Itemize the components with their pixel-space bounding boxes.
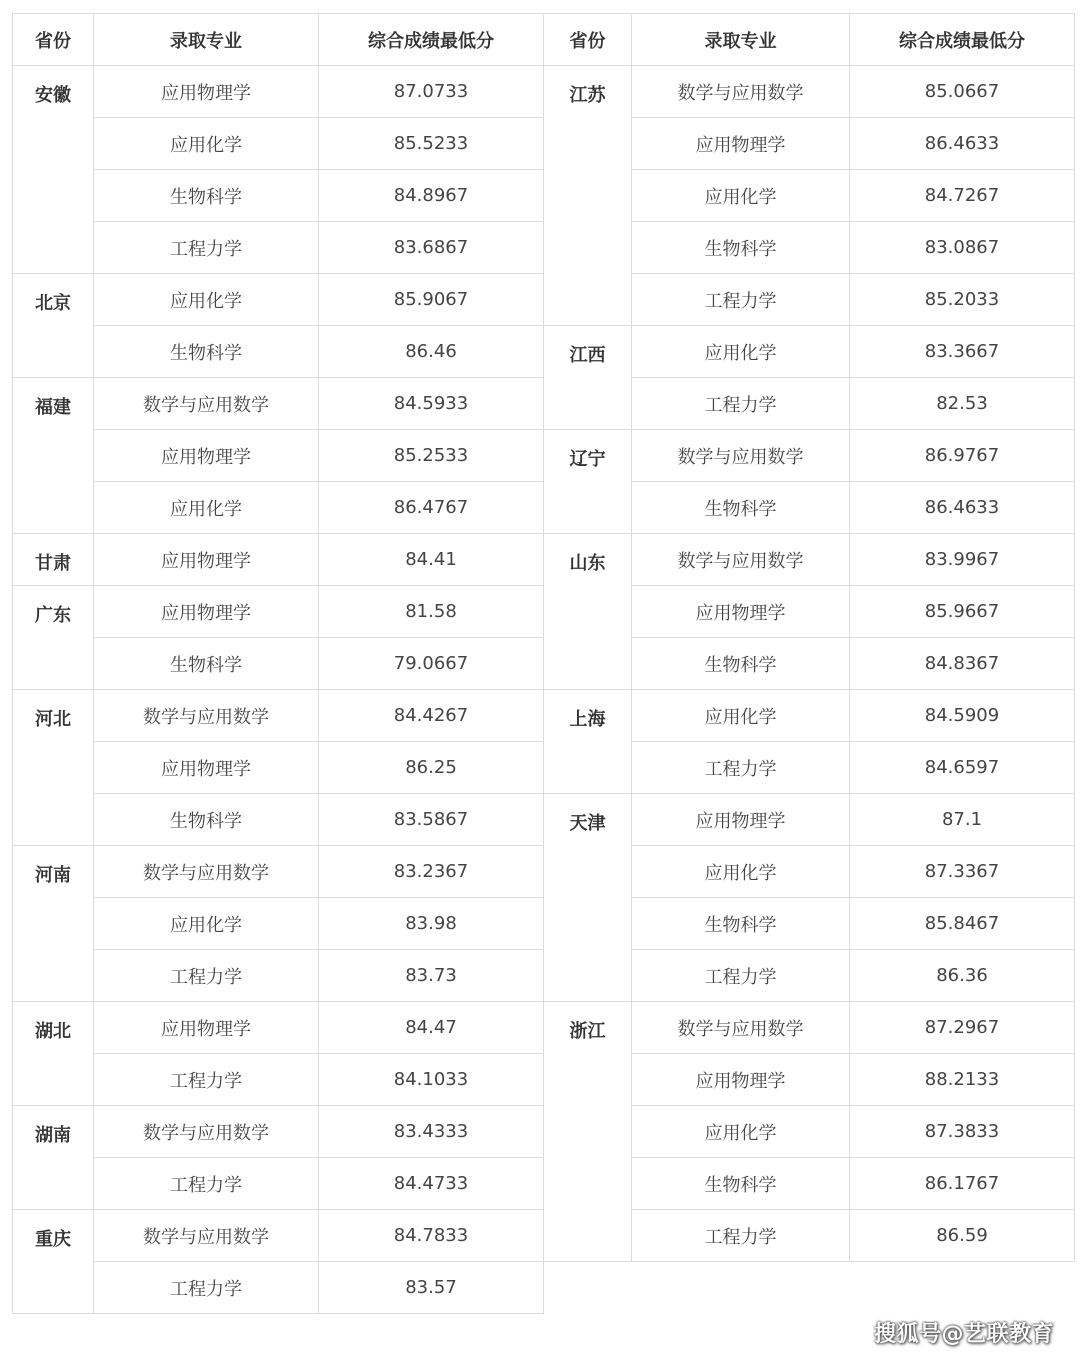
score-cell: 86.4633 [850, 482, 1075, 534]
score-cell: 87.0733 [319, 66, 544, 118]
header-score: 综合成绩最低分 [319, 14, 544, 66]
province-cell: 福建 [13, 378, 94, 534]
score-cell: 87.3367 [850, 846, 1075, 898]
admission-table-left [12, 13, 544, 1314]
major-cell: 应用化学 [632, 1106, 850, 1158]
province-cell: 河北 [13, 690, 94, 846]
header-score: 综合成绩最低分 [850, 14, 1075, 66]
major-cell: 数学与应用数学 [94, 690, 319, 742]
score-cell: 84.8967 [319, 170, 544, 222]
score-cell: 79.0667 [319, 638, 544, 690]
major-cell: 生物科学 [94, 170, 319, 222]
major-cell: 数学与应用数学 [94, 1106, 319, 1158]
major-cell: 应用化学 [94, 482, 319, 534]
major-cell: 应用化学 [632, 170, 850, 222]
major-cell: 数学与应用数学 [632, 534, 850, 586]
table-row [544, 66, 1075, 118]
major-cell: 数学与应用数学 [94, 846, 319, 898]
score-cell: 83.9967 [850, 534, 1075, 586]
major-cell: 应用物理学 [94, 66, 319, 118]
major-cell: 应用化学 [632, 326, 850, 378]
province-cell: 辽宁 [544, 430, 632, 534]
major-cell: 工程力学 [94, 222, 319, 274]
table-row [13, 690, 544, 742]
province-cell: 上海 [544, 690, 632, 794]
table-row [13, 66, 544, 118]
major-cell: 应用物理学 [632, 1054, 850, 1106]
major-cell: 数学与应用数学 [632, 430, 850, 482]
score-cell: 82.53 [850, 378, 1075, 430]
table-row [544, 326, 1075, 378]
score-cell: 86.4633 [850, 118, 1075, 170]
table-body-left [13, 66, 544, 1314]
major-cell: 应用物理学 [632, 794, 850, 846]
major-cell: 生物科学 [632, 482, 850, 534]
score-cell: 84.5909 [850, 690, 1075, 742]
province-cell: 河南 [13, 846, 94, 1002]
major-cell: 工程力学 [632, 378, 850, 430]
province-cell: 湖北 [13, 1002, 94, 1106]
major-cell: 生物科学 [94, 638, 319, 690]
major-cell: 应用化学 [94, 898, 319, 950]
table-row [13, 378, 544, 430]
score-cell: 84.41 [319, 534, 544, 586]
score-cell: 85.2533 [319, 430, 544, 482]
province-cell: 北京 [13, 274, 94, 378]
province-cell: 重庆 [13, 1210, 94, 1314]
score-cell: 83.57 [319, 1262, 544, 1314]
score-cell: 85.8467 [850, 898, 1075, 950]
major-cell: 应用化学 [632, 846, 850, 898]
major-cell: 工程力学 [94, 1262, 319, 1314]
score-cell: 84.4733 [319, 1158, 544, 1210]
table-row [13, 1106, 544, 1158]
score-cell: 87.1 [850, 794, 1075, 846]
score-cell: 86.9767 [850, 430, 1075, 482]
table-row [13, 274, 544, 326]
major-cell: 应用化学 [632, 690, 850, 742]
major-cell: 数学与应用数学 [94, 1210, 319, 1262]
score-cell: 84.6597 [850, 742, 1075, 794]
province-cell: 江苏 [544, 66, 632, 326]
score-cell: 86.46 [319, 326, 544, 378]
score-cell: 83.6867 [319, 222, 544, 274]
major-cell: 应用物理学 [94, 1002, 319, 1054]
header-row [13, 14, 544, 66]
header-major: 录取专业 [94, 14, 319, 66]
major-cell: 工程力学 [632, 950, 850, 1002]
score-cell: 83.2367 [319, 846, 544, 898]
score-cell: 85.5233 [319, 118, 544, 170]
score-cell: 86.59 [850, 1210, 1075, 1262]
table-body-right [544, 66, 1075, 1314]
score-cell: 84.7833 [319, 1210, 544, 1262]
major-cell: 应用物理学 [94, 742, 319, 794]
score-cell: 85.9667 [850, 586, 1075, 638]
score-cell: 83.73 [319, 950, 544, 1002]
major-cell: 应用物理学 [632, 118, 850, 170]
score-cell: 81.58 [319, 586, 544, 638]
major-cell: 工程力学 [94, 1158, 319, 1210]
major-cell: 生物科学 [94, 326, 319, 378]
score-cell: 83.5867 [319, 794, 544, 846]
major-cell: 生物科学 [632, 222, 850, 274]
major-cell: 工程力学 [94, 1054, 319, 1106]
major-cell: 应用物理学 [94, 586, 319, 638]
score-cell: 87.2967 [850, 1002, 1075, 1054]
score-cell: 84.4267 [319, 690, 544, 742]
score-cell: 84.47 [319, 1002, 544, 1054]
major-cell: 生物科学 [632, 1158, 850, 1210]
watermark-text: 搜狐号@艺联教育 [873, 1322, 1054, 1347]
score-cell: 84.7267 [850, 170, 1075, 222]
major-cell: 数学与应用数学 [632, 66, 850, 118]
major-cell: 应用物理学 [632, 586, 850, 638]
score-cell: 87.3833 [850, 1106, 1075, 1158]
table-row [544, 794, 1075, 846]
table-row [544, 1002, 1075, 1054]
header-province: 省份 [13, 14, 94, 66]
major-cell: 数学与应用数学 [94, 378, 319, 430]
score-cell: 85.9067 [319, 274, 544, 326]
score-cell: 84.5933 [319, 378, 544, 430]
admission-table-right [543, 13, 1075, 1314]
score-cell: 83.4333 [319, 1106, 544, 1158]
major-cell: 生物科学 [94, 794, 319, 846]
score-cell: 83.3667 [850, 326, 1075, 378]
score-cell: 84.1033 [319, 1054, 544, 1106]
empty-row [544, 1262, 1075, 1314]
score-cell: 85.2033 [850, 274, 1075, 326]
header-province: 省份 [544, 14, 632, 66]
major-cell: 生物科学 [632, 898, 850, 950]
score-cell: 86.36 [850, 950, 1075, 1002]
major-cell: 应用化学 [94, 118, 319, 170]
table-row [13, 1210, 544, 1262]
header-major: 录取专业 [632, 14, 850, 66]
score-cell: 86.25 [319, 742, 544, 794]
major-cell: 工程力学 [632, 742, 850, 794]
province-cell: 广东 [13, 586, 94, 690]
major-cell: 工程力学 [632, 274, 850, 326]
score-cell: 83.98 [319, 898, 544, 950]
score-cell: 88.2133 [850, 1054, 1075, 1106]
province-cell: 湖南 [13, 1106, 94, 1210]
major-cell: 应用物理学 [94, 430, 319, 482]
score-cell: 83.0867 [850, 222, 1075, 274]
major-cell: 工程力学 [94, 950, 319, 1002]
major-cell: 数学与应用数学 [632, 1002, 850, 1054]
province-cell: 江西 [544, 326, 632, 430]
score-cell: 85.0667 [850, 66, 1075, 118]
table-row [13, 1002, 544, 1054]
major-cell: 应用化学 [94, 274, 319, 326]
major-cell: 应用物理学 [94, 534, 319, 586]
table-row [13, 846, 544, 898]
empty-cell [544, 1262, 1075, 1314]
table-row [544, 430, 1075, 482]
score-cell: 86.1767 [850, 1158, 1075, 1210]
table-row [544, 690, 1075, 742]
province-cell: 天津 [544, 794, 632, 1002]
header-row [544, 14, 1075, 66]
province-cell: 浙江 [544, 1002, 632, 1262]
province-cell: 甘肃 [13, 534, 94, 586]
score-cell: 84.8367 [850, 638, 1075, 690]
table-row [13, 586, 544, 638]
province-cell: 安徽 [13, 66, 94, 274]
table-row [13, 534, 544, 586]
major-cell: 生物科学 [632, 638, 850, 690]
table-row [544, 534, 1075, 586]
score-cell: 86.4767 [319, 482, 544, 534]
province-cell: 山东 [544, 534, 632, 690]
major-cell: 工程力学 [632, 1210, 850, 1262]
